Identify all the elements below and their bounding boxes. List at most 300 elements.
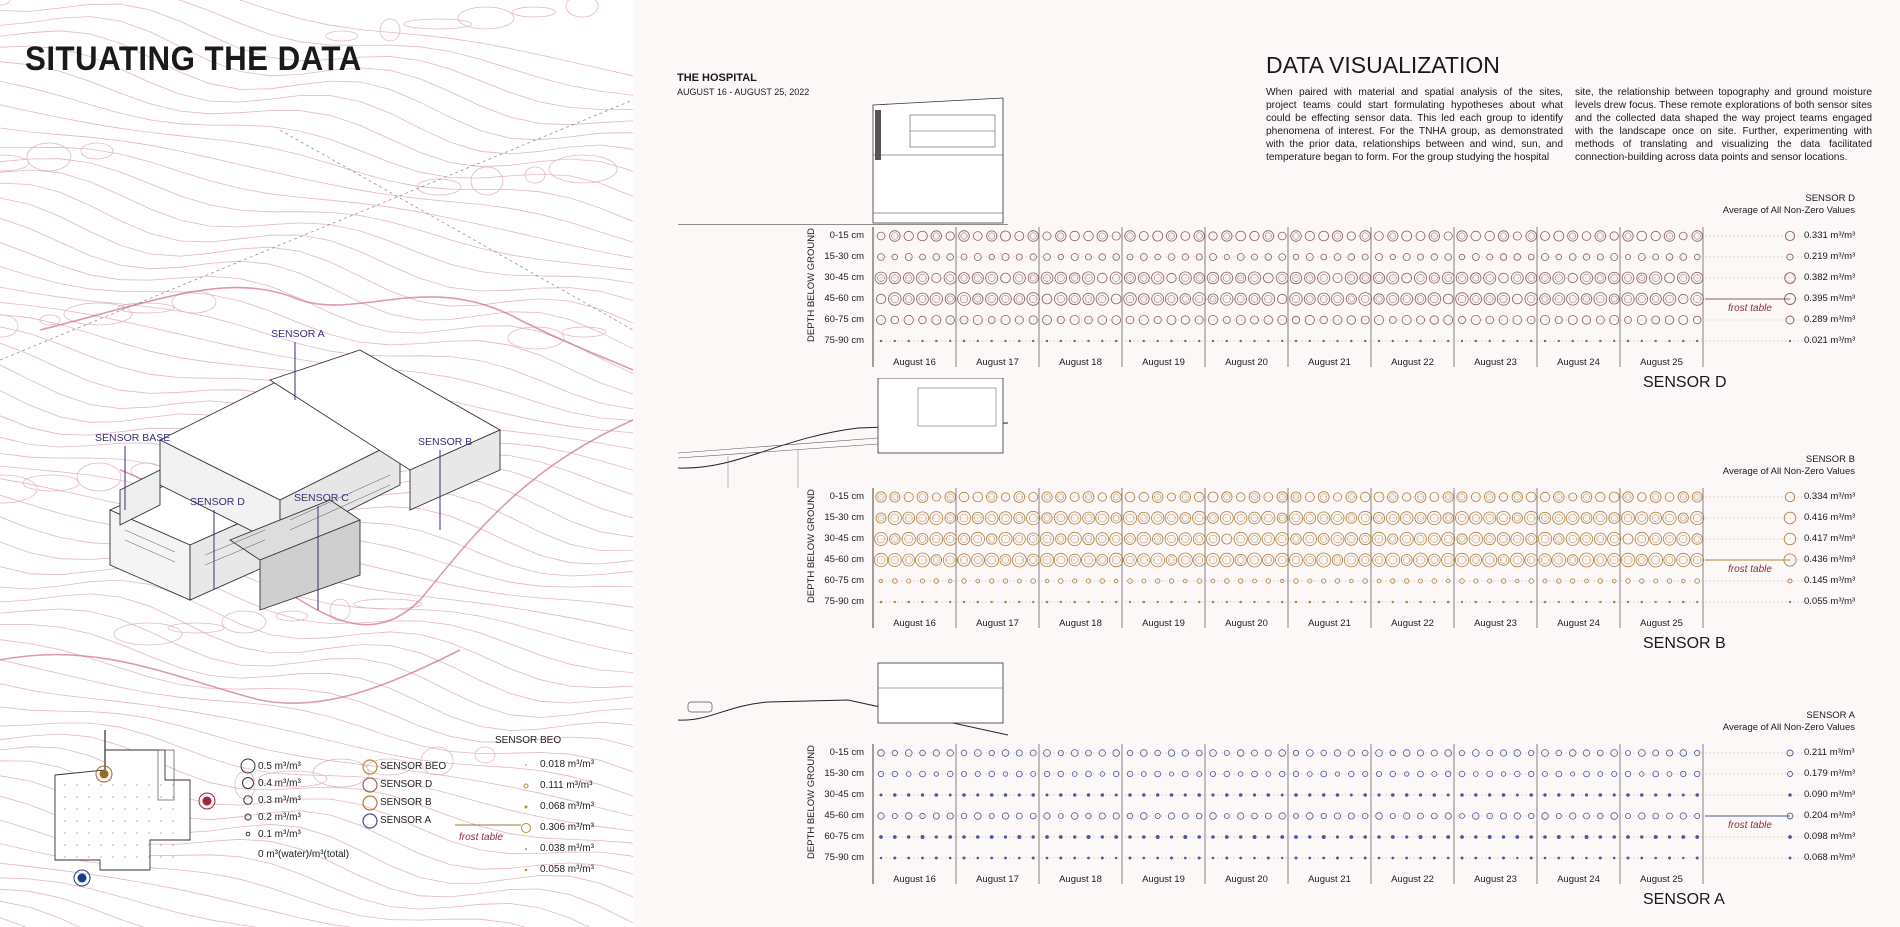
moisture-point	[1517, 601, 1519, 603]
map-label-sensor-b: SENSOR B	[418, 436, 473, 448]
moisture-point	[1498, 555, 1509, 566]
average-point	[1789, 794, 1792, 797]
moisture-point	[1415, 492, 1426, 503]
day-label: August 24	[1557, 618, 1600, 629]
moisture-point	[1351, 601, 1353, 603]
moisture-point	[1165, 512, 1178, 525]
moisture-point	[963, 601, 965, 603]
legend-sensor-beo: SENSOR BEO	[380, 761, 447, 772]
moisture-point	[1055, 272, 1067, 284]
moisture-point	[1110, 533, 1123, 546]
moisture-point	[1613, 857, 1615, 859]
paragraph-1: When paired with material and spatial analysis of the sites, project teams could start formulating hypotheses about what could be effecting sensor data. This led each group to identify phenomena of interest. For the TNHA group, as demonstrated with the prior data, relationships between and wind, sun, and temperature began to form. For the group studying the hospital	[1266, 87, 1563, 163]
car-icon	[688, 702, 712, 712]
moisture-point	[1599, 836, 1602, 839]
moisture-point	[1627, 836, 1630, 839]
moisture-point	[1650, 512, 1662, 524]
moisture-point	[1032, 794, 1035, 797]
moisture-point	[1558, 794, 1561, 797]
moisture-point	[1391, 836, 1394, 839]
moisture-point	[949, 340, 951, 342]
moisture-point	[1613, 601, 1615, 603]
moisture-point	[1696, 857, 1698, 859]
moisture-grid-1	[800, 488, 1900, 638]
legend-sensor-swatches	[360, 758, 380, 830]
moisture-point	[1447, 340, 1449, 342]
moisture-point	[1682, 836, 1685, 839]
moisture-point	[1165, 293, 1177, 305]
moisture-point	[1503, 340, 1505, 342]
moisture-point	[1281, 340, 1283, 342]
moisture-point	[1263, 231, 1274, 242]
moisture-point	[1405, 794, 1408, 797]
depth-label: 0-15 cm	[829, 747, 864, 758]
moisture-point	[1322, 794, 1325, 797]
moisture-point	[1696, 340, 1698, 342]
moisture-point	[894, 601, 896, 603]
moisture-point	[1378, 794, 1380, 796]
moisture-point	[1101, 836, 1104, 839]
moisture-point	[963, 857, 965, 859]
moisture-point	[1594, 533, 1606, 545]
average-value: 0.068 m³/m³	[1804, 852, 1856, 863]
moisture-point	[963, 836, 966, 839]
moisture-point	[1364, 857, 1366, 859]
moisture-point	[1129, 794, 1132, 797]
moisture-point	[1406, 340, 1408, 342]
moisture-point	[936, 340, 938, 342]
moisture-point	[1346, 492, 1357, 503]
moisture-point	[1350, 836, 1353, 839]
moisture-point	[1544, 340, 1546, 342]
moisture-point	[1014, 492, 1025, 503]
moisture-point	[991, 340, 993, 342]
moisture-point	[1516, 794, 1518, 796]
moisture-point	[1143, 340, 1145, 342]
day-label: August 16	[893, 357, 936, 368]
moisture-point	[1502, 794, 1505, 797]
moisture-point	[1571, 794, 1574, 797]
beo-title: SENSOR BEO	[495, 735, 562, 746]
moisture-point	[1497, 293, 1509, 305]
moisture-point	[1291, 231, 1302, 242]
average-header-sensor: SENSOR A	[1806, 710, 1855, 721]
day-label: August 20	[1225, 618, 1268, 629]
moisture-point	[1475, 601, 1477, 603]
moisture-point	[1586, 601, 1588, 603]
moisture-point	[1115, 601, 1117, 603]
moisture-point	[1682, 601, 1684, 603]
moisture-point	[1595, 231, 1606, 242]
moisture-point	[1083, 512, 1095, 524]
moisture-point	[1350, 857, 1352, 859]
moisture-point	[1295, 836, 1298, 839]
average-point	[1789, 857, 1791, 859]
beo-value-6: 0.058 m³/m³	[540, 864, 594, 875]
moisture-point	[1447, 794, 1449, 796]
moisture-point	[1240, 857, 1242, 859]
moisture-point	[1345, 272, 1357, 284]
moisture-point	[1655, 794, 1657, 796]
average-point	[1789, 836, 1792, 839]
moisture-point	[963, 340, 965, 342]
average-header-caption: Average of All Non-Zero Values	[1722, 466, 1855, 477]
moisture-point	[1156, 835, 1159, 838]
moisture-point	[1290, 293, 1303, 306]
map-label-sensor-c: SENSOR C	[294, 492, 349, 504]
depth-label: 30-45 cm	[824, 533, 864, 544]
moisture-point	[1060, 857, 1062, 859]
moisture-point	[1544, 857, 1546, 859]
depth-label: 0-15 cm	[829, 491, 864, 502]
average-value: 0.334 m³/m³	[1804, 491, 1856, 502]
moisture-point	[903, 512, 915, 524]
beo-value-1: 0.018 m³/m³	[540, 759, 594, 770]
moisture-point	[1641, 857, 1643, 859]
moisture-point	[1668, 836, 1671, 839]
moisture-point	[1489, 601, 1491, 603]
moisture-point	[1351, 340, 1353, 342]
moisture-point	[903, 554, 915, 566]
moisture-point	[959, 492, 969, 502]
moisture-point	[1170, 794, 1173, 797]
day-label: August 21	[1308, 357, 1351, 368]
moisture-point	[1087, 835, 1090, 838]
moisture-point	[1447, 857, 1449, 859]
moisture-point	[1212, 857, 1214, 859]
legend-size-3: 0.3 m³/m³	[258, 795, 301, 806]
depth-label: 30-45 cm	[824, 272, 864, 283]
moisture-point	[1198, 836, 1201, 839]
moisture-point	[1157, 340, 1159, 342]
section-drawing-b	[678, 378, 1008, 488]
moisture-point	[921, 794, 924, 797]
moisture-point	[977, 601, 979, 603]
moisture-point	[976, 836, 979, 839]
day-label: August 22	[1391, 874, 1434, 885]
moisture-point	[1530, 836, 1533, 839]
moisture-point	[1198, 601, 1200, 603]
moisture-point	[1350, 794, 1352, 796]
moisture-point	[1309, 794, 1312, 797]
moisture-point	[1443, 294, 1453, 304]
moisture-point	[977, 794, 979, 796]
moisture-point	[1226, 601, 1228, 603]
moisture-point	[1600, 601, 1602, 603]
moisture-point	[1087, 794, 1090, 797]
moisture-point	[903, 294, 914, 305]
moisture-point	[1082, 272, 1094, 284]
moisture-point	[1046, 836, 1049, 839]
moisture-point	[1627, 857, 1629, 859]
average-value: 0.395 m³/m³	[1804, 293, 1856, 304]
moisture-point	[1470, 554, 1482, 566]
moisture-point	[1109, 553, 1123, 567]
moisture-point	[1364, 340, 1366, 342]
moisture-point	[1138, 554, 1150, 566]
moisture-point	[1019, 340, 1021, 342]
day-label: August 22	[1391, 357, 1434, 368]
depth-label: 75-90 cm	[824, 596, 864, 607]
moisture-point	[1641, 601, 1643, 603]
moisture-point	[1650, 272, 1662, 284]
moisture-point	[1683, 340, 1685, 342]
moisture-point	[986, 492, 997, 503]
moisture-point	[1526, 534, 1537, 545]
moisture-point	[1281, 836, 1284, 839]
moisture-point	[1406, 601, 1408, 603]
moisture-point	[1530, 794, 1533, 797]
moisture-point	[1516, 836, 1519, 839]
moisture-point	[1433, 857, 1435, 859]
moisture-point	[949, 857, 951, 859]
beo-frost-label: frost table	[459, 832, 503, 843]
moisture-point	[1013, 533, 1025, 545]
moisture-point	[1111, 513, 1121, 523]
moisture-point	[1461, 340, 1463, 342]
average-value: 0.331 m³/m³	[1804, 230, 1856, 241]
average-header-caption: Average of All Non-Zero Values	[1722, 205, 1855, 216]
moisture-point	[1018, 835, 1021, 838]
moisture-point	[1696, 601, 1698, 603]
day-label: August 17	[976, 618, 1019, 629]
moisture-point	[1640, 794, 1643, 797]
moisture-point	[1442, 553, 1455, 566]
moisture-point	[1586, 857, 1588, 859]
average-header-sensor: SENSOR D	[1805, 193, 1855, 204]
moisture-point	[1309, 836, 1312, 839]
moisture-point	[1572, 601, 1574, 603]
moisture-point	[1263, 554, 1274, 565]
moisture-point	[1594, 554, 1606, 566]
moisture-point	[1378, 857, 1380, 859]
moisture-point	[1654, 835, 1657, 838]
moisture-point	[1005, 857, 1007, 859]
moisture-point	[880, 836, 883, 839]
moisture-point	[1166, 231, 1176, 241]
moisture-point	[1073, 794, 1076, 797]
moisture-point	[1193, 533, 1205, 545]
moisture-point	[1014, 512, 1025, 523]
moisture-point	[1641, 836, 1644, 839]
depth-label: 45-60 cm	[824, 554, 864, 565]
moisture-point	[1253, 835, 1256, 838]
moisture-point	[1101, 857, 1103, 859]
moisture-point	[893, 836, 896, 839]
moisture-point	[1613, 836, 1616, 839]
depth-axis-title: DEPTH BELOW GROUND	[806, 744, 817, 859]
average-value: 0.021 m³/m³	[1804, 335, 1856, 346]
moisture-point	[1655, 857, 1657, 859]
moisture-point	[1212, 794, 1214, 796]
day-label: August 23	[1474, 357, 1517, 368]
average-header-sensor: SENSOR B	[1805, 454, 1855, 465]
moisture-point	[958, 293, 971, 306]
moisture-point	[1262, 511, 1275, 524]
moisture-point	[936, 601, 938, 603]
moisture-point	[1322, 835, 1325, 838]
moisture-point	[1138, 512, 1149, 523]
moisture-point	[1502, 836, 1505, 839]
moisture-point	[1567, 555, 1578, 566]
beo-frost-line	[455, 820, 535, 830]
moisture-point	[963, 794, 966, 797]
moisture-point	[1198, 794, 1201, 797]
section-drawing-a	[678, 660, 1008, 740]
moisture-point	[959, 231, 970, 242]
moisture-point	[1336, 836, 1338, 838]
moisture-point	[1074, 857, 1076, 859]
moisture-point	[907, 794, 910, 797]
moisture-point	[1046, 794, 1048, 796]
moisture-point	[1442, 272, 1454, 284]
day-label: August 18	[1059, 357, 1102, 368]
moisture-point	[1102, 601, 1104, 603]
moisture-point	[1268, 601, 1270, 603]
moisture-point	[1225, 794, 1228, 797]
moisture-point	[1004, 794, 1007, 797]
moisture-point	[1337, 340, 1339, 342]
day-label: August 16	[893, 874, 936, 885]
moisture-point	[1239, 794, 1242, 797]
moisture-point	[1060, 340, 1062, 342]
moisture-point	[1060, 601, 1062, 603]
moisture-point	[1111, 492, 1121, 502]
moisture-point	[1488, 794, 1491, 797]
section-drawing-d	[678, 95, 1008, 225]
depth-label: 0-15 cm	[829, 230, 864, 241]
depth-label: 60-75 cm	[824, 575, 864, 586]
moisture-point	[1378, 836, 1381, 839]
moisture-point	[1290, 272, 1301, 283]
beo-circles	[520, 755, 540, 875]
moisture-point	[1471, 315, 1480, 324]
day-label: August 24	[1557, 357, 1600, 368]
moisture-point	[1142, 836, 1145, 839]
moisture-point	[1650, 293, 1661, 304]
moisture-point	[1111, 294, 1121, 304]
day-label: August 22	[1391, 618, 1434, 629]
moisture-point	[1226, 857, 1228, 859]
moisture-point	[1143, 857, 1145, 859]
day-label: August 16	[893, 618, 936, 629]
moisture-point	[1115, 836, 1118, 839]
moisture-point	[1336, 794, 1339, 797]
moisture-point	[1253, 794, 1255, 796]
moisture-point	[1295, 340, 1297, 342]
moisture-point	[1623, 492, 1633, 502]
legend-size-4: 0.2 m³/m³	[258, 812, 301, 823]
moisture-point	[1586, 340, 1588, 342]
day-label: August 19	[1142, 874, 1185, 885]
moisture-point	[1470, 293, 1481, 304]
average-value: 0.289 m³/m³	[1804, 314, 1856, 325]
moisture-point	[1074, 340, 1076, 342]
depth-label: 75-90 cm	[824, 335, 864, 346]
moisture-point	[1254, 857, 1256, 859]
moisture-point	[977, 857, 979, 859]
beo-value-2: 0.111 m³/m³	[540, 780, 593, 791]
moisture-point	[1170, 836, 1172, 838]
moisture-point	[1083, 492, 1094, 503]
average-header-caption: Average of All Non-Zero Values	[1722, 722, 1855, 733]
moisture-point	[1595, 273, 1606, 284]
moisture-point	[1115, 857, 1117, 859]
moisture-point	[1475, 857, 1477, 859]
moisture-point	[1295, 794, 1298, 797]
moisture-point	[1212, 601, 1214, 603]
moisture-point	[1433, 836, 1436, 839]
moisture-point	[1414, 272, 1426, 284]
paragraph-2: site, the relationship between topography and ground moisture levels drew focus. These remote explorations of both sensor sites and the collected data shaped the way project teams engaged with the landscape once on site. Further, experimenting with methods of translating and visualizing the data facilitated connection-building across data points and sensor locations.	[1575, 87, 1872, 163]
legend-size-circles	[238, 757, 258, 837]
moisture-point	[1088, 340, 1090, 342]
day-label: August 17	[976, 357, 1019, 368]
moisture-point	[1378, 340, 1380, 342]
moisture-point	[1318, 534, 1329, 545]
moisture-point	[1406, 836, 1408, 838]
moisture-point	[930, 293, 942, 305]
hospital-title: THE HOSPITAL	[677, 72, 757, 84]
moisture-point	[1212, 836, 1215, 839]
moisture-point	[1621, 553, 1635, 567]
moisture-point	[931, 555, 942, 566]
day-label: August 18	[1059, 874, 1102, 885]
moisture-point	[922, 340, 924, 342]
moisture-point	[991, 857, 993, 859]
moisture-point	[1337, 601, 1339, 603]
average-point	[1789, 340, 1791, 342]
map-label-sensor-d: SENSOR D	[190, 496, 245, 508]
moisture-point	[1110, 272, 1122, 284]
moisture-point	[1143, 601, 1145, 603]
moisture-point	[1014, 294, 1025, 305]
average-value: 0.416 m³/m³	[1804, 512, 1856, 523]
moisture-point	[1074, 601, 1076, 603]
moisture-point	[949, 794, 951, 796]
depth-label: 60-75 cm	[824, 831, 864, 842]
moisture-point	[1129, 601, 1131, 603]
moisture-point	[1650, 533, 1662, 545]
moisture-point	[949, 836, 952, 839]
moisture-point	[1572, 836, 1574, 838]
moisture-point	[1378, 601, 1380, 603]
moisture-point	[1032, 340, 1034, 342]
frost-table-label: frost table	[1728, 564, 1772, 575]
moisture-point	[1281, 857, 1283, 859]
moisture-point	[935, 836, 937, 838]
average-value: 0.098 m³/m³	[1804, 831, 1856, 842]
moisture-point	[1392, 601, 1394, 603]
average-value: 0.090 m³/m³	[1804, 789, 1856, 800]
hospital-dates: AUGUST 16 - AUGUST 25, 2022	[677, 87, 810, 97]
moisture-point	[1469, 532, 1482, 545]
sensor-panel-title: SENSOR A	[1643, 891, 1725, 908]
moisture-point	[1137, 532, 1150, 545]
moisture-point	[1475, 794, 1478, 797]
day-label: August 19	[1142, 357, 1185, 368]
moisture-grid-2	[800, 744, 1900, 894]
moisture-point	[1627, 794, 1630, 797]
moisture-point	[1129, 836, 1132, 839]
moisture-point	[903, 273, 914, 284]
average-value: 0.436 m³/m³	[1804, 554, 1856, 565]
day-label: August 20	[1225, 874, 1268, 885]
moisture-point	[1088, 857, 1090, 859]
moisture-point	[1157, 601, 1159, 603]
moisture-point	[1558, 601, 1560, 603]
hospital-building-drawing	[110, 350, 500, 610]
